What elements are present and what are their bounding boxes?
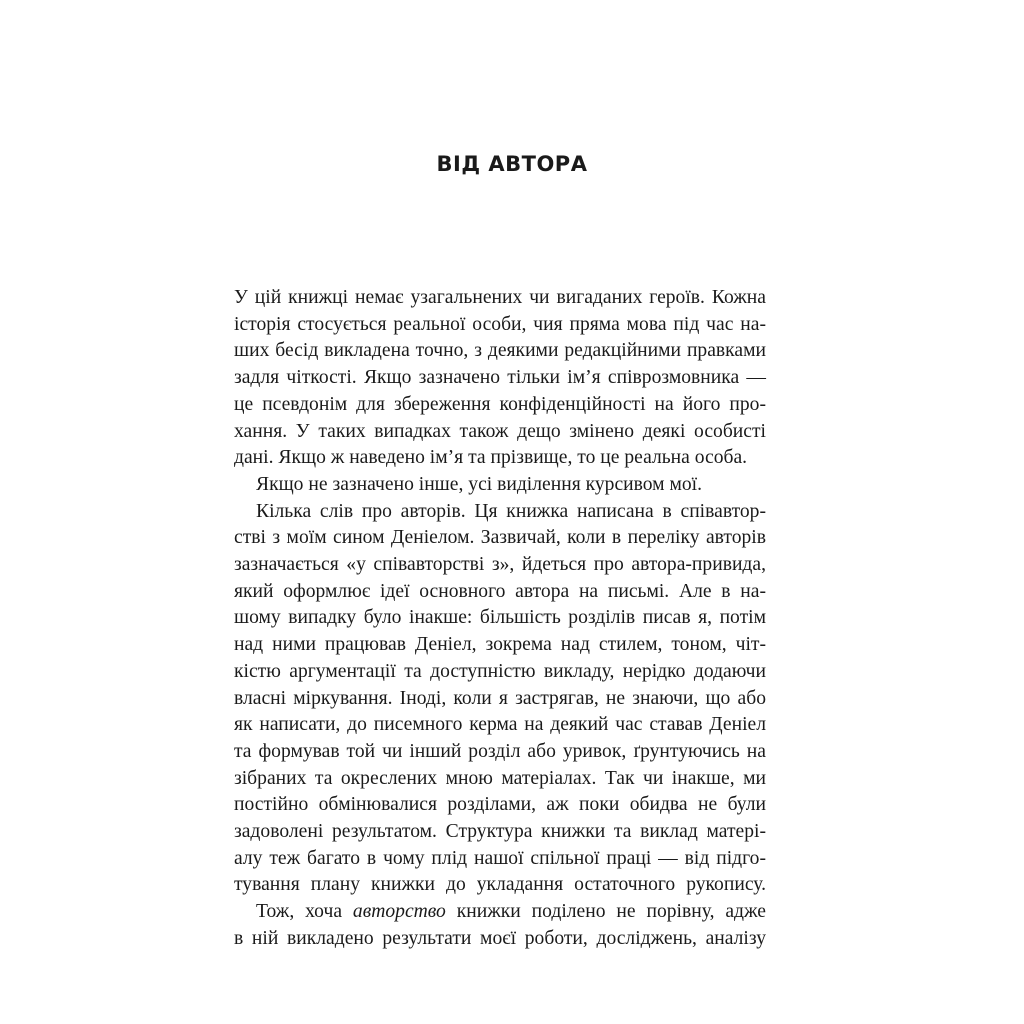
text-line: в ній викладено результати моєї роботи, досліджень, аналізу <box>234 927 766 949</box>
body-text <box>234 285 766 953</box>
text-line: Кілька слів про авторів. Ця книжка написана в співавтор- <box>256 500 766 522</box>
text-line: це псевдонім для збереження конфіденційності на його про- <box>234 393 766 415</box>
text-line: ших бесід викладена точно, з деякими редакційними правками <box>234 340 766 362</box>
italic-emphasis: авторство <box>352 901 446 923</box>
text-line: тування плану книжки до укладання остаточного рукопису. <box>234 874 766 896</box>
text-segment: книжки поділено не порівну, адже <box>445 901 766 923</box>
text-line: Якщо не зазначено інше, усі виділення курсивом мої. <box>256 473 703 495</box>
text-line: зібраних та окреслених мною матеріалах. Так чи інакше, ми <box>234 767 766 789</box>
text-line: зазначається «у співавторстві з», йдеться про автора-привида, <box>234 554 766 576</box>
text-line: стві з моїм сином Деніелом. Зазвичай, коли в переліку авторів <box>234 527 766 549</box>
text-line: задоволені результатом. Структура книжки та виклад матері- <box>234 821 766 843</box>
text-line: власні міркування. Іноді, коли я застрягав, не знаючи, що або <box>234 687 766 709</box>
text-line: історія стосується реальної особи, чия пряма мова під час на- <box>234 313 766 335</box>
text-line: над ними працював Деніел, зокрема над стилем, тоном, чіт- <box>234 634 766 656</box>
text-line: та формував той чи інший розділ або уривок, ґрунтуючись на <box>234 740 766 762</box>
text-segment: Тож, хоча <box>256 901 353 923</box>
text-line: як написати, до писемного керма на деякий час ставав Деніел <box>234 714 766 736</box>
text-line: шому випадку було інакше: більшість розділів писав я, потім <box>234 607 766 629</box>
text-line: У цій книжці немає узагальнених чи вигаданих героїв. Кожна <box>234 287 766 308</box>
text-line: задля чіткості. Якщо зазначено тільки ім’я співрозмовника — <box>234 367 766 389</box>
text-line: дані. Якщо ж наведено ім’я та прізвище, то це реальна особа. <box>234 447 748 469</box>
text-line: кістю аргументації та доступністю викладу, нерідко додаючи <box>234 660 766 682</box>
text-line <box>234 899 766 926</box>
page-heading: ВІД АВТОРА <box>436 152 588 176</box>
text-line: постійно обмінювалися розділами, аж поки обидва не були <box>234 794 766 816</box>
text-line: хання. У таких випадках також дещо змінено деякі особисті <box>234 420 766 442</box>
text-line: який оформлює ідеї основного автора на письмі. Але в на- <box>234 580 766 602</box>
text-line: алу теж багато в чому плід нашої спільної праці — від підго- <box>234 847 766 869</box>
